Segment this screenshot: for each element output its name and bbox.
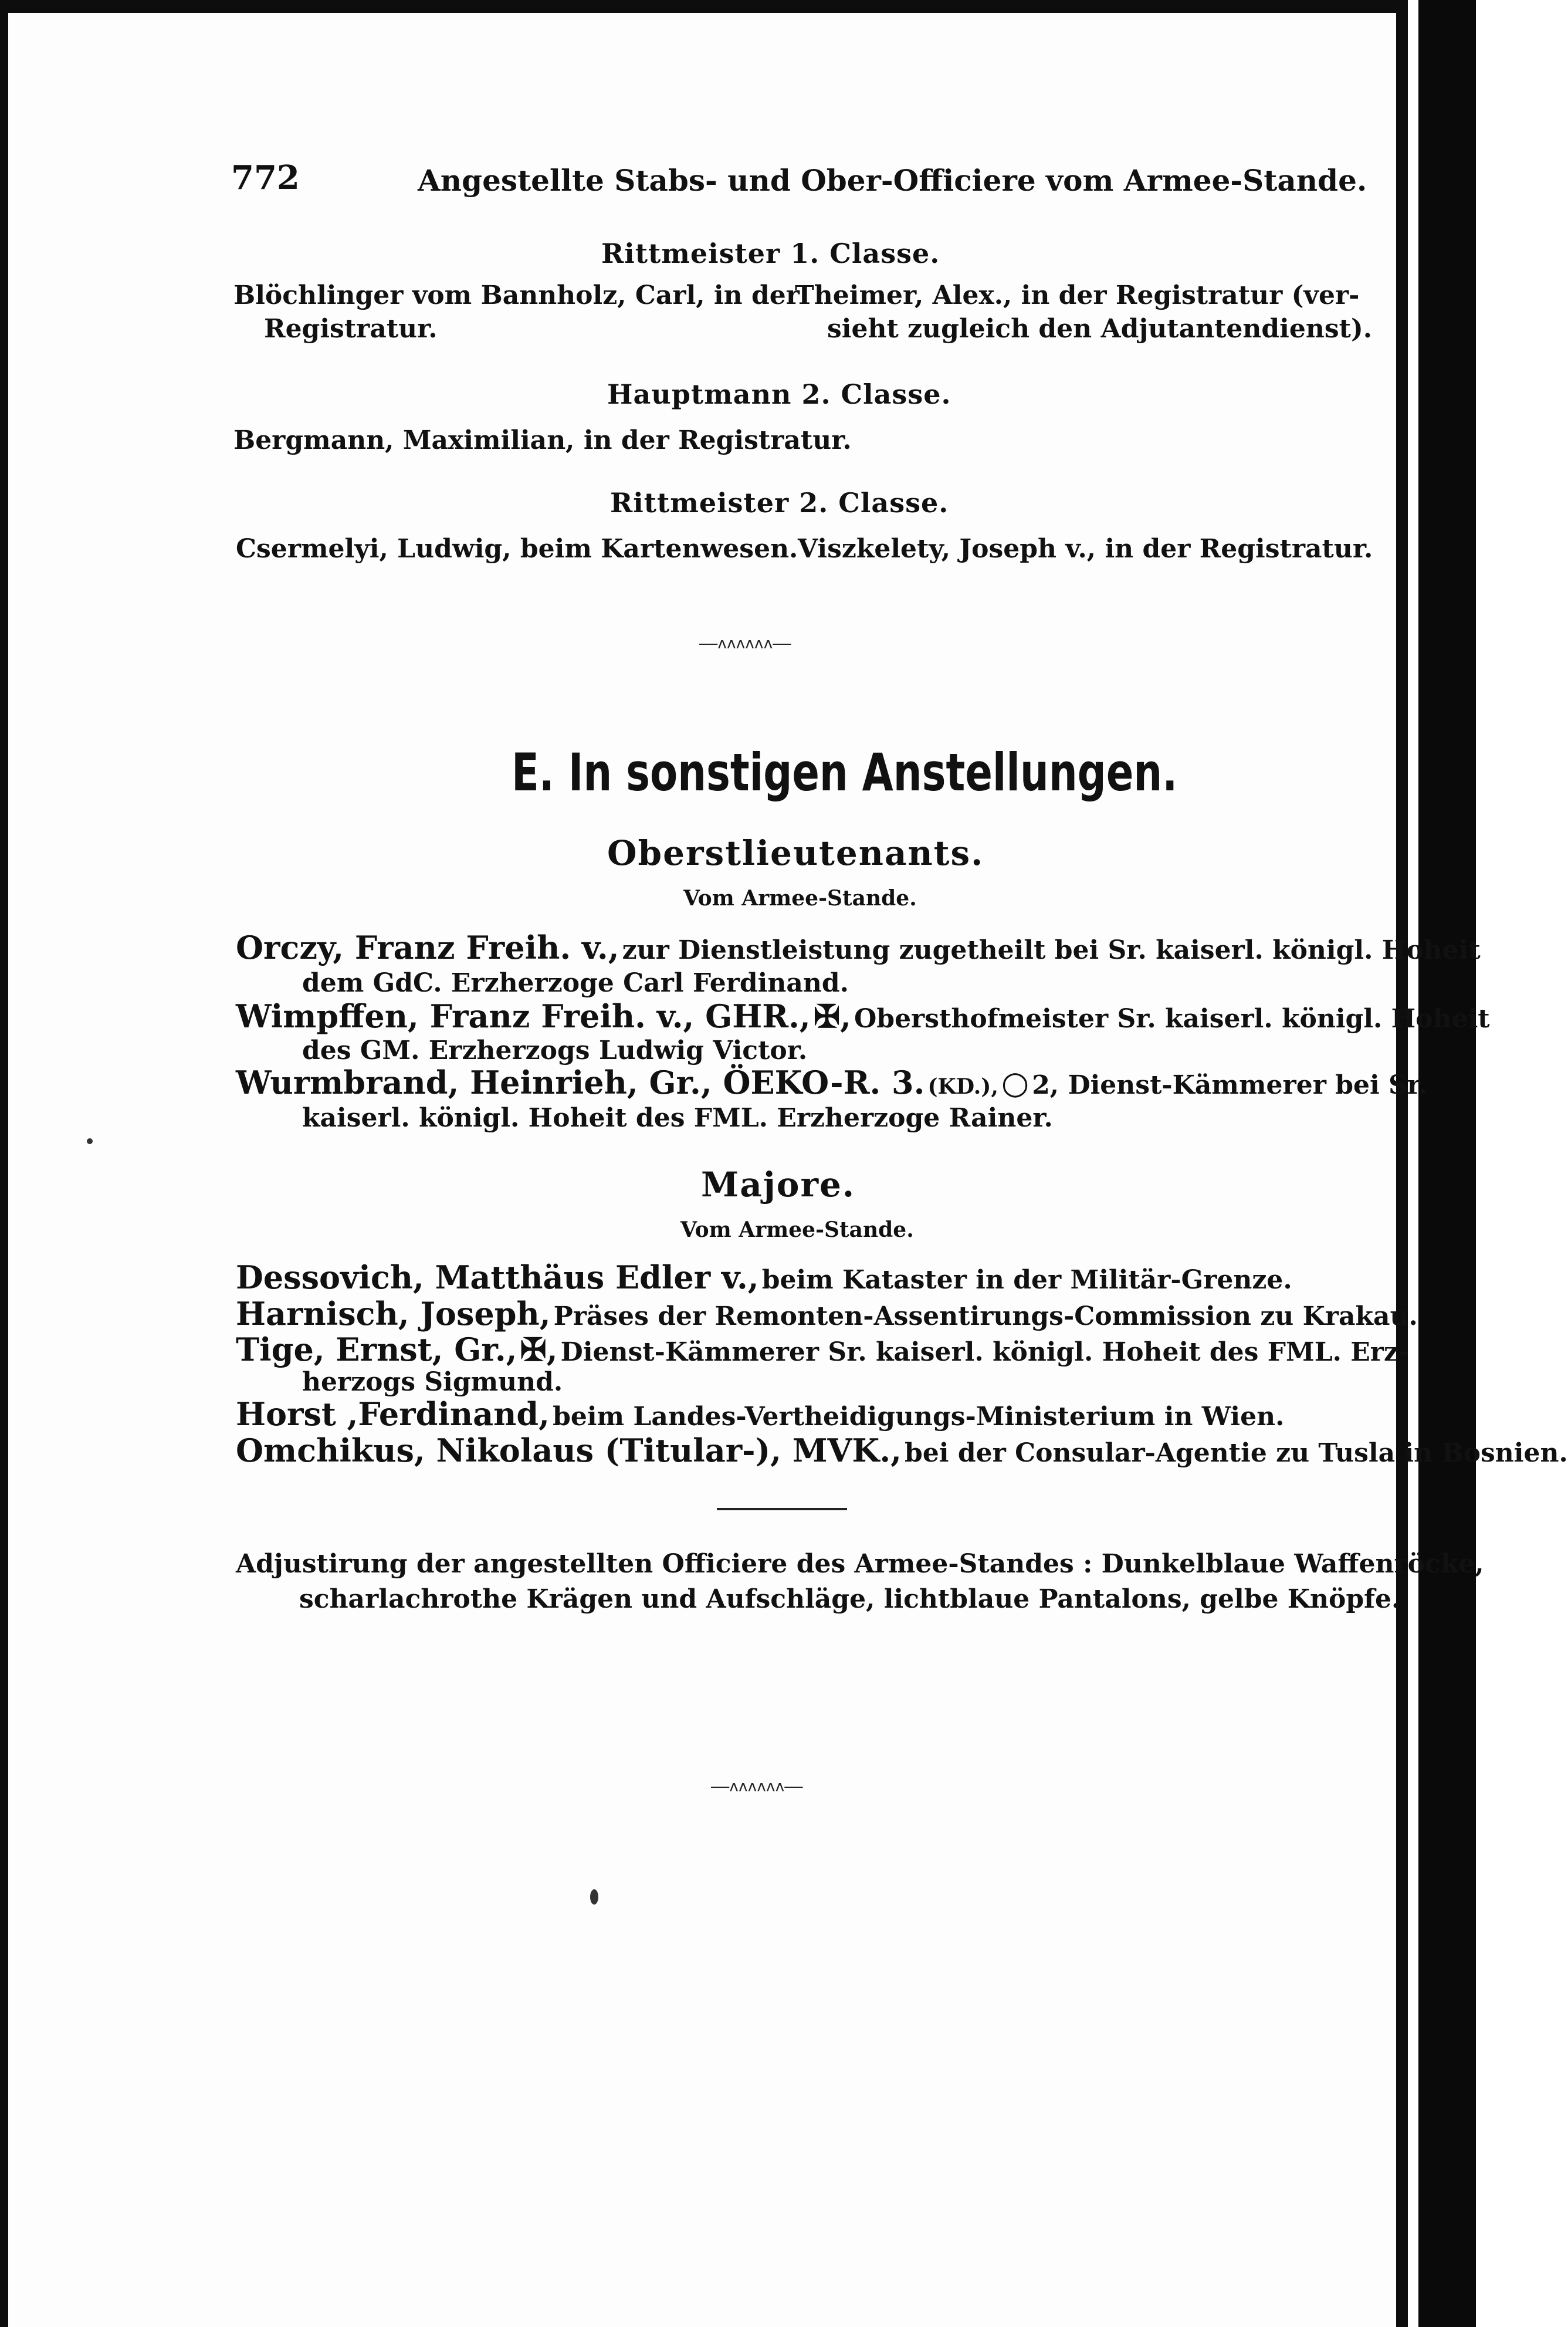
- entry-bloechlinger: Blöchlinger vom Bannholz, Carl, in der: [233, 280, 800, 310]
- entry-wimpffen: [236, 997, 1490, 1035]
- rank-heading-hauptmann-2: Hauptmann 2. Classe.: [607, 378, 951, 410]
- scan-border-right: [1396, 0, 1408, 2327]
- entry-orczy: [236, 929, 1481, 966]
- entry-name: Horst ,Ferdinand,: [236, 1395, 550, 1433]
- entry-tige-cont: herzogs Sigmund.: [302, 1367, 563, 1397]
- scan-border-top: [0, 0, 1408, 13]
- ornament-divider: ——ʌʌʌʌʌʌ——: [699, 635, 791, 652]
- entry-bergmann: Bergmann, Maximilian, in der Registratur.: [233, 425, 852, 455]
- cross-icon: ✠,: [520, 1331, 558, 1368]
- next-page-edge: [1418, 0, 1476, 2327]
- heading-oberstlieutenants: Oberstlieutenants.: [607, 833, 984, 873]
- entry-name: Harnisch, Joseph,: [236, 1295, 551, 1332]
- entry-harnisch: [236, 1295, 1418, 1332]
- horizontal-rule: [717, 1508, 847, 1510]
- adjustirung-line-2: scharlachrothe Krägen und Aufschläge, lichtblaue Pantalons, gelbe Knöpfe.: [299, 1584, 1401, 1614]
- subheading-vom-armee-stande-2: Vom Armee-Stande.: [680, 1217, 914, 1242]
- page-number: 772: [231, 158, 300, 197]
- entry-description: zur Dienstleistung zugetheilt bei Sr. kaiserl. königl. Hoheit: [622, 935, 1481, 965]
- entry-name: Wurmbrand, Heinrieh, Gr., ÖEKO-R. 3.: [236, 1064, 925, 1101]
- entry-theimer-cont: sieht zugleich den Adjutantendienst).: [827, 314, 1373, 344]
- entry-name: Dessovich, Matthäus Edler v.,: [236, 1259, 759, 1296]
- cross-icon: ✠,: [813, 997, 851, 1035]
- rank-heading-rittmeister-1: Rittmeister 1. Classe.: [601, 238, 940, 269]
- adjustirung-line-1: Adjustirung der angestellten Officiere des Armee-Standes : Dunkelblaue Waffenröcke,: [236, 1549, 1484, 1579]
- entry-bloechlinger-cont: Registratur.: [264, 314, 438, 344]
- entry-dessovich: [236, 1259, 1292, 1296]
- subheading-vom-armee-stande: Vom Armee-Stande.: [683, 886, 917, 911]
- scan-speck: [87, 1138, 93, 1144]
- entry-orczy-cont: dem GdC. Erzherzoge Carl Ferdinand.: [302, 968, 849, 998]
- entry-description: beim Landes-Vertheidigungs-Ministerium in Wien.: [553, 1402, 1285, 1432]
- entry-wimpffen-cont: des GM. Erzherzogs Ludwig Victor.: [302, 1036, 808, 1066]
- entry-description: 2, Dienst-Kämmerer bei Sr.: [1032, 1070, 1428, 1100]
- entry-name: Wimpffen, Franz Freih. v., GHR.,: [236, 997, 811, 1035]
- running-title: Angestellte Stabs- und Ober-Officiere vom Armee-Stande.: [418, 163, 1367, 198]
- entry-description: Obersthofmeister Sr. kaiserl. königl. Hoheit: [854, 1004, 1490, 1034]
- entry-name: Tige, Ernst, Gr.,: [236, 1331, 517, 1368]
- entry-csermelyi: Csermelyi, Ludwig, beim Kartenwesen.: [236, 534, 798, 564]
- entry-wurmbrand-cont: kaiserl. königl. Hoheit des FML. Erzherzoge Rainer.: [302, 1103, 1053, 1133]
- entry-description: bei der Consular-Agentie zu Tusla in Bosnien.: [905, 1438, 1568, 1468]
- heading-majore: Majore.: [701, 1165, 856, 1205]
- entry-name: Omchikus, Nikolaus (Titular-), MVK.,: [236, 1432, 902, 1469]
- rank-heading-rittmeister-2: Rittmeister 2. Classe.: [610, 487, 949, 519]
- entry-name: Orczy, Franz Freih. v.,: [236, 929, 619, 966]
- ornament-divider-2: ——ʌʌʌʌʌʌ——: [711, 1778, 803, 1795]
- entry-omchikus: [236, 1432, 1568, 1469]
- entry-wurmbrand: [236, 1064, 1427, 1101]
- entry-description: beim Kataster in der Militär-Grenze.: [761, 1265, 1292, 1295]
- entry-description: Dienst-Kämmerer Sr. kaiserl. königl. Hoheit des FML. Erz-: [560, 1337, 1410, 1367]
- entry-theimer: Theimer, Alex., in der Registratur (ver-: [795, 280, 1360, 310]
- scan-speck: [590, 1889, 598, 1905]
- entry-horst: [236, 1395, 1284, 1433]
- circle-icon: ○: [1001, 1064, 1029, 1101]
- scan-border-left: [0, 0, 8, 2327]
- entry-tige: [236, 1331, 1409, 1368]
- section-title: E. In sonstigen Anstellungen.: [512, 742, 1178, 803]
- entry-kd: (KD.),: [927, 1074, 998, 1099]
- entry-viszkelety: Viszkelety, Joseph v., in der Registratur.: [798, 534, 1373, 564]
- entry-description: Präses der Remonten-Assentirungs-Commission zu Krakau.: [553, 1301, 1418, 1331]
